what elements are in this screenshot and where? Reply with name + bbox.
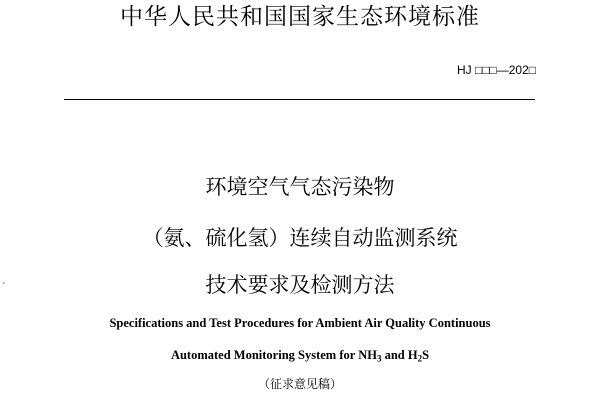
margin-mark: ·	[2, 277, 6, 289]
english-title-line-2	[0, 347, 600, 363]
english-title-line-1: Specifications and Test Procedures for Ambient Air Quality Continuous	[109, 316, 491, 330]
english-title-line-2-suffix: S	[422, 348, 430, 362]
header-divider	[64, 99, 535, 100]
hydrogen-sulfide-subscript: 2	[417, 353, 423, 364]
chinese-title-line-3: 技术要求及检测方法	[205, 273, 395, 297]
english-title-line-2-middle: and H	[381, 348, 418, 362]
draft-status-note: （征求意见稿）	[257, 377, 342, 391]
ammonia-subscript: 3	[376, 353, 382, 364]
english-title-line-2-prefix: Automated Monitoring System for NH	[170, 348, 377, 362]
standard-number: HJ □□□—202□	[456, 63, 536, 77]
chinese-title-line-1: 环境空气气态污染物	[205, 175, 395, 199]
chinese-title-line-2: （氨、硫化氢）连续自动监测系统	[142, 226, 458, 250]
issuing-authority-title: 中华人民共和国国家生态环境标准	[120, 4, 480, 30]
